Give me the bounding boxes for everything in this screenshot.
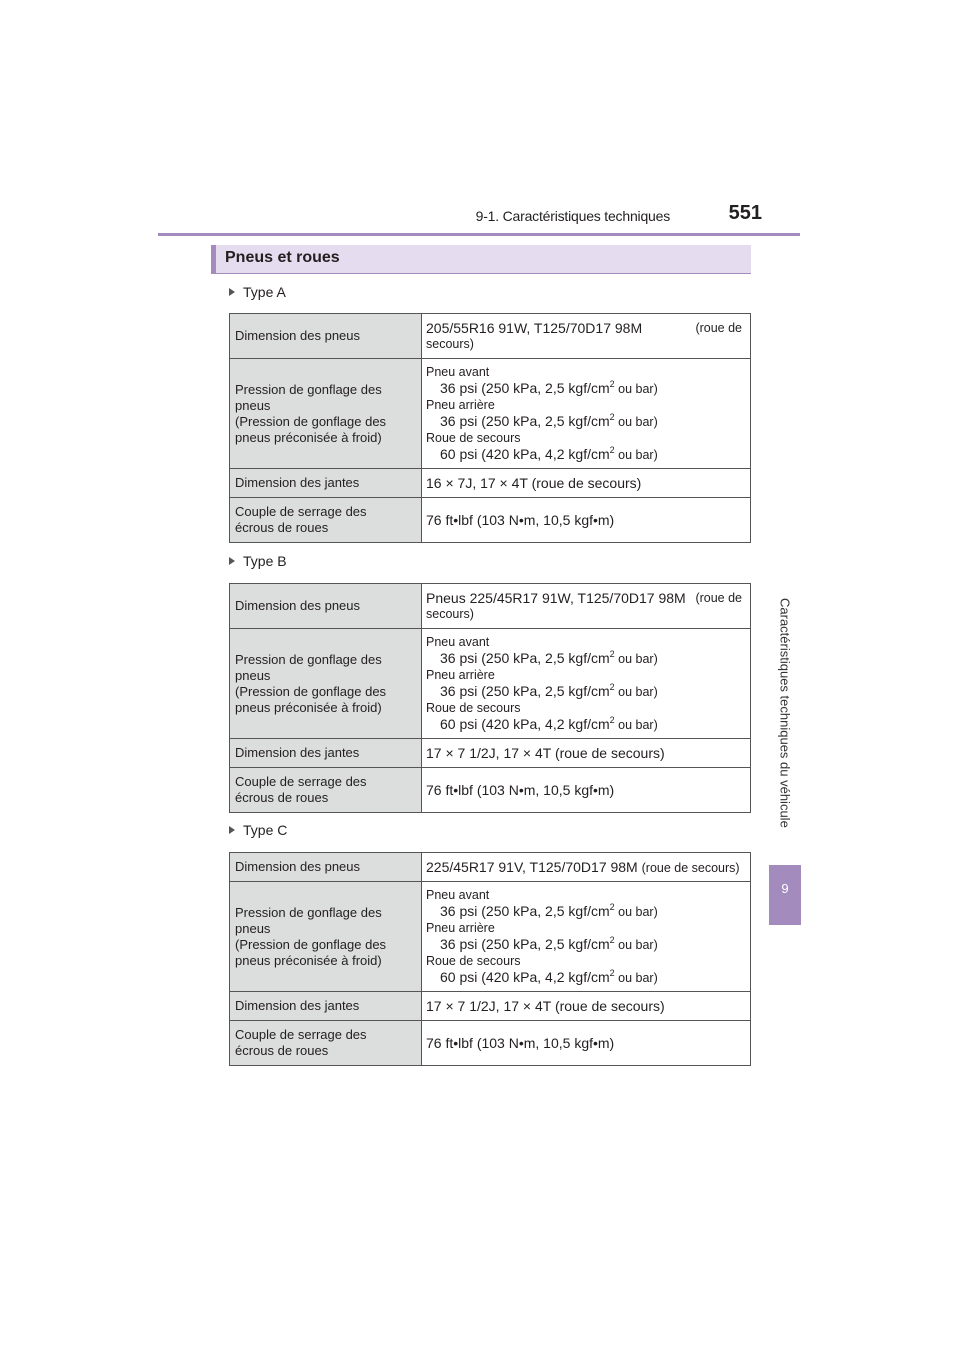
rim-size-value: 17 × 7 1/2J, 17 × 4T (roue de secours) bbox=[422, 992, 751, 1021]
tire-size-label: Dimension des pneus bbox=[230, 314, 422, 359]
table-row bbox=[230, 629, 751, 739]
pressure-label: Pression de gonflage des pneus (Pression de gonflage des pneus préconisée à froid) bbox=[230, 359, 422, 469]
pressure-label: Pression de gonflage des pneus (Pression de gonflage des pneus préconisée à froid) bbox=[230, 629, 422, 739]
tire-size-label: Dimension des pneus bbox=[230, 584, 422, 629]
side-tab-label: Caractéristiques techniques du véhicule bbox=[777, 598, 793, 828]
table-row bbox=[230, 359, 751, 469]
rim-size-value: 17 × 7 1/2J, 17 × 4T (roue de secours) bbox=[422, 739, 751, 768]
torque-value: 76 ft•lbf (103 N•m, 10,5 kgf•m) bbox=[422, 498, 751, 543]
type-a-label: Type A bbox=[229, 284, 286, 300]
rim-size-label: Dimension des jantes bbox=[230, 469, 422, 498]
side-tab-number: 9 bbox=[769, 865, 801, 925]
section-heading bbox=[211, 245, 751, 274]
table-row bbox=[230, 882, 751, 992]
torque-value: 76 ft•lbf (103 N•m, 10,5 kgf•m) bbox=[422, 1021, 751, 1066]
triangle-bullet-icon bbox=[229, 557, 235, 565]
tire-size-value: 225/45R17 91V, T125/70D17 98M (roue de secours) bbox=[422, 853, 751, 882]
triangle-bullet-icon bbox=[229, 288, 235, 296]
pressure-label: Pression de gonflage des pneus (Pression de gonflage des pneus préconisée à froid) bbox=[230, 882, 422, 992]
pressure-value: Pneu avant 36 psi (250 kPa, 2,5 kgf/$cm^2$ ou bar) Pneu arrière 36 psi (250 kPa, 2,5 kgf/$cm^2$ ou bar) Roue de secours 60 psi (420 kPa, 4,2 kgf/$cm^2$ ou bar) bbox=[422, 629, 751, 739]
rim-size-label: Dimension des jantes bbox=[230, 739, 422, 768]
tire-size-value: 205/55R16 91W, T125/70D17 98M (roue de secours) bbox=[422, 314, 751, 359]
torque-label: Couple de serrage des écrous de roues bbox=[230, 1021, 422, 1066]
table-row bbox=[230, 853, 751, 882]
table-row bbox=[230, 992, 751, 1021]
tire-size-label: Dimension des pneus bbox=[230, 853, 422, 882]
page-number: 551 bbox=[728, 202, 762, 224]
pressure-value: Pneu avant 36 psi (250 kPa, 2,5 kgf/$cm^2$ ou bar) Pneu arrière 36 psi (250 kPa, 2,5 kgf/$cm^2$ ou bar) Roue de secours 60 psi (420 kPa, 4,2 kgf/$cm^2$ ou bar) bbox=[422, 882, 751, 992]
rim-size-label: Dimension des jantes bbox=[230, 992, 422, 1021]
spec-table-type-a bbox=[229, 313, 751, 543]
table-row bbox=[230, 498, 751, 543]
pressure-value: Pneu avant 36 psi (250 kPa, 2,5 kgf/$cm^2$ ou bar) Pneu arrière 36 psi (250 kPa, 2,5 kgf/$cm^2$ ou bar) Roue de secours 60 psi (420 kPa, 4,2 kgf/$cm^2$ ou bar) bbox=[422, 359, 751, 469]
torque-label: Couple de serrage des écrous de roues bbox=[230, 768, 422, 813]
table-row bbox=[230, 1021, 751, 1066]
table-row bbox=[230, 739, 751, 768]
triangle-bullet-icon bbox=[229, 826, 235, 834]
table-row bbox=[230, 768, 751, 813]
header-section-title: 9-1. Caractéristiques techniques bbox=[475, 208, 670, 224]
header-rule bbox=[158, 233, 800, 236]
torque-label: Couple de serrage des écrous de roues bbox=[230, 498, 422, 543]
table-row bbox=[230, 314, 751, 359]
type-b-label: Type B bbox=[229, 553, 287, 569]
table-row bbox=[230, 469, 751, 498]
tire-size-value: Pneus 225/45R17 91W, T125/70D17 98M (roue de secours) bbox=[422, 584, 751, 629]
type-c-label: Type C bbox=[229, 822, 287, 838]
spec-table-type-b bbox=[229, 583, 751, 813]
spec-table-type-c bbox=[229, 852, 751, 1066]
rim-size-value: 16 × 7J, 17 × 4T (roue de secours) bbox=[422, 469, 751, 498]
torque-value: 76 ft•lbf (103 N•m, 10,5 kgf•m) bbox=[422, 768, 751, 813]
table-row bbox=[230, 584, 751, 629]
section-title: Pneus et roues bbox=[225, 249, 340, 266]
